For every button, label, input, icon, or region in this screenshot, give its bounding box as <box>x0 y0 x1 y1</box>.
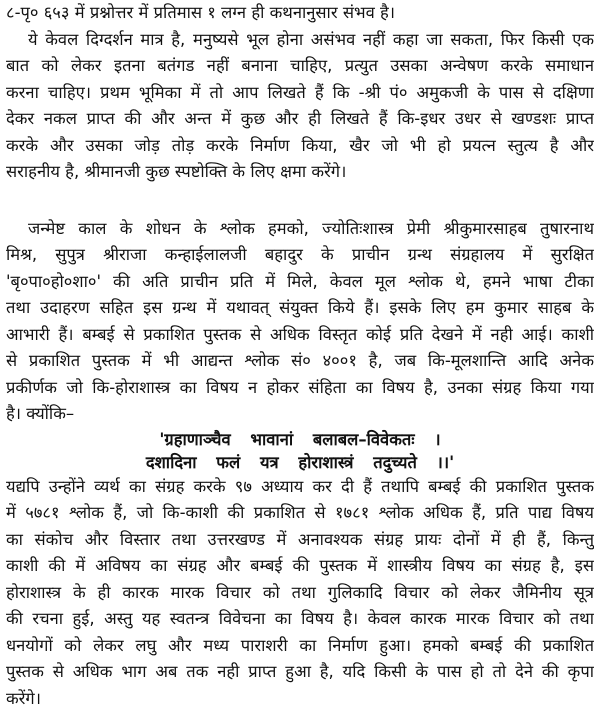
text-line: का संकोच और विस्तार तथा उत्तरखण्ड में अनावश्यक संग्रह प्रायः दोनों में ही हैं, किन्तु <box>6 529 594 549</box>
paragraph-3 <box>6 474 594 713</box>
text-line: करके और उसका जोड़ तोड़ करके निर्माण किया, खैर जो भी हो प्रयत्न स्तुत्य है और <box>6 135 594 155</box>
text-line: तथा उदाहरण सहित इस ग्रन्थ में यथावत् संयुक्त किये हैं। इसके लिए हम कुमार साहब के <box>6 298 594 317</box>
note-line: ८-पृ० ६५३ में प्रश्नोत्तर में प्रतिमास १ लग्न ही कथनानुसार संभव है। <box>6 3 396 22</box>
shloka-quote <box>6 428 594 474</box>
shloka-line: 'ग्रहाणाञ्चैव भावानां बलाबल–विवेकतः । <box>159 429 441 449</box>
text-line: ये केवल दिग्दर्शन मात्र है, मनुष्यसे भूल होना असंभव नहीं कहा जा सकता, फिर किसी एक <box>28 29 594 49</box>
shloka-line: दशादिना फलं यत्र होराशास्त्रं तदुच्यते ।।' <box>145 452 455 472</box>
text-line: पुस्तक से अधिक भाग अब तक नही प्राप्त हुआ है, यदि किसी के पास हो तो देने की कृपा <box>6 662 594 681</box>
text-line: है। क्योंकि– <box>6 404 75 423</box>
document-page <box>6 0 594 712</box>
text-line: प्रकीर्णक जो कि-होराशास्त्र का विषय न होकर संहिता का विषय है, उनका संग्रह किया गया <box>6 377 594 397</box>
text-line: धनयोगों को लेकर लघु और मध्य पाराशरी का निर्माण हुआ। हमको बम्बई की प्रकाशित <box>6 635 594 655</box>
paragraph-2 <box>6 216 594 428</box>
text-line: से प्रकाशित पुस्तक में भी आद्यन्त श्लोक सं० ४००१ है, जब कि-मूलशान्ति आदि अनेक <box>6 351 594 370</box>
paragraph-1 <box>6 27 594 186</box>
text-line: करेंगे। <box>6 688 41 708</box>
text-line: 'बृ०पा०हो०शा०' की अति प्राचीन प्रति में मिले, केवल मूल श्लोक थे, हमने भाषा टीका <box>6 271 594 291</box>
text-line: बात को लेकर इतना बतंगड नहीं बनाना चाहिए, प्रत्युत उसका अन्वेषण करके समाधान <box>6 56 594 75</box>
text-line: की रचना हुई, अस्तु यह स्वतन्त्र विवेचना का विषय है। केवल कारक मारक विचार को तथा <box>6 609 594 628</box>
text-line: में ५७८१ श्लोक हैं, जो कि-काशी की प्रकाशित से १७८१ श्लोक अधिक हैं, प्रति पाद्य विषय <box>6 503 594 522</box>
text-line: सराहनीय है, श्रीमानजी कुछ स्पष्टोक्ति के लिए क्षमा करेंगे। <box>6 162 347 181</box>
text-line: यद्यपि उन्होंने व्यर्थ का संग्रह करके ९७ अध्याय कर दी हैं तथापि बम्बई की प्रकाशित पुस्तक <box>6 476 594 496</box>
text-line: करना चाहिए। प्रथम भूमिका में तो आप लिखते हैं कि -श्री पं० अमुकजी के पास से दक्षिणा <box>6 82 594 102</box>
text-line: देकर नकल प्राप्त की और अन्त में कुछ और ही लिखते हैं कि-इधर उधर से खण्डशः प्राप्त <box>6 109 594 128</box>
text-line: आभारी हैं। बम्बई से प्रकाशित पुस्तक से अधिक विस्तृत कोई प्रति देखने में नही आई। काशी <box>6 324 594 344</box>
text-line: होराशास्त्र के ही कारक मारक विचार को तथा गुलिकादि विचार को लेकर जैमिनीय सूत्र <box>6 582 594 602</box>
text-line: काशी की में अविषय का संग्रह और बम्बई की पुस्तक में शास्त्रीय विषय का संग्रह है, इस <box>6 556 594 575</box>
text-line: मिश्र, सुपुत्र श्रीराजा कन्हाईलालजी बहादुर के प्राचीन ग्रन्थ संग्रहालय में सुरक्षित <box>6 245 594 264</box>
text-line: जन्मेष्ट काल के शोधन के श्लोक हमको, ज्योतिःशास्त्र प्रेमी श्रीकुमारसाहब तुषारनाथ <box>28 218 594 238</box>
